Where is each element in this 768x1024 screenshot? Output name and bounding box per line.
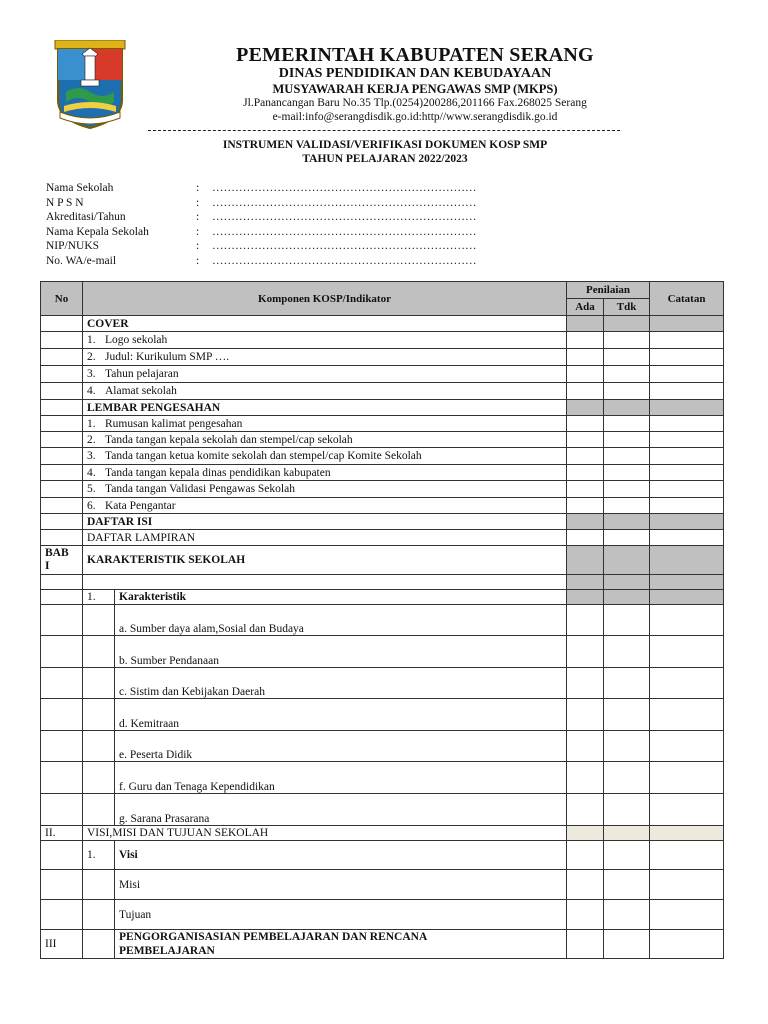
row-no [41, 530, 83, 546]
item-label: Alamat sekolah [105, 385, 177, 397]
ada-cell [567, 400, 604, 416]
header-komponen: Komponen KOSP/Indikator [83, 282, 567, 316]
ada-cell[interactable] [567, 366, 604, 383]
sub-number [83, 605, 115, 636]
tdk-cell[interactable] [604, 366, 650, 383]
indicator-misi: Misi [115, 870, 567, 900]
catatan-cell[interactable] [650, 481, 724, 498]
indicator [83, 366, 567, 383]
section-title: LEMBAR PENGESAHAN [83, 400, 567, 416]
ada-cell[interactable] [567, 762, 604, 794]
table-row [41, 636, 724, 668]
ada-cell[interactable] [567, 530, 604, 546]
ada-cell[interactable] [567, 699, 604, 731]
bab-number: III [41, 930, 83, 959]
item-number: 4. [87, 385, 96, 397]
table-row [41, 349, 724, 366]
catatan-cell[interactable] [650, 465, 724, 481]
subsection-row-karakteristik [41, 590, 724, 605]
info-blank[interactable]: …………………………………………………………… [212, 196, 477, 209]
table-row [41, 699, 724, 731]
catatan-cell[interactable] [650, 699, 724, 731]
section-row-cover [41, 316, 724, 332]
table-row [41, 448, 724, 465]
bab-number [41, 546, 83, 575]
info-label: NIP/NUKS [46, 240, 100, 252]
indicator-tujuan: Tujuan [115, 900, 567, 930]
section-row-bab-3 [41, 930, 724, 959]
table-row [41, 416, 724, 432]
row-no [41, 762, 83, 794]
ada-cell[interactable] [567, 465, 604, 481]
tdk-cell[interactable] [604, 383, 650, 400]
tdk-cell[interactable] [604, 349, 650, 366]
catatan-cell[interactable] [650, 731, 724, 762]
tdk-cell[interactable] [604, 465, 650, 481]
tdk-cell [604, 590, 650, 605]
info-blank[interactable]: …………………………………………………………… [212, 182, 477, 194]
tdk-cell[interactable] [604, 605, 650, 636]
item-label: Tahun pelajaran [105, 368, 179, 380]
ada-cell[interactable] [567, 900, 604, 930]
validation-table [40, 281, 724, 959]
sub-title: Karakteristik [115, 590, 567, 605]
info-colon: : [196, 182, 200, 194]
indicator: e. Peserta Didik [115, 731, 567, 762]
document-year: TAHUN PELAJARAN 2022/2023 [302, 153, 468, 165]
row-no [41, 349, 83, 366]
info-blank[interactable]: …………………………………………………………… [212, 240, 477, 252]
indicator [83, 575, 567, 590]
item-number: 4. [87, 466, 96, 479]
item-number: 3. [87, 450, 96, 462]
info-colon: : [196, 240, 200, 252]
info-colon: : [196, 254, 200, 267]
catatan-cell[interactable] [650, 349, 724, 366]
table-row [41, 870, 724, 900]
indicator [83, 383, 567, 400]
tdk-cell[interactable] [604, 668, 650, 699]
section-title: DAFTAR LAMPIRAN [83, 530, 567, 546]
ada-cell [567, 316, 604, 332]
table-row [41, 465, 724, 481]
info-label: Nama Kepala Sekolah [46, 225, 149, 238]
catatan-cell[interactable] [650, 530, 724, 546]
table-row [41, 794, 724, 826]
table-row [41, 605, 724, 636]
header-penilaian: Penilaian [567, 282, 650, 299]
info-blank[interactable]: …………………………………………………………… [212, 254, 477, 267]
tdk-cell[interactable] [604, 448, 650, 465]
row-no [41, 481, 83, 498]
sub-number: 1. [83, 590, 115, 605]
ada-cell[interactable] [567, 416, 604, 432]
header-catatan: Catatan [650, 282, 724, 316]
section-row-bab-2 [41, 826, 724, 841]
section-title: DAFTAR ISI [83, 514, 567, 530]
table-row [41, 481, 724, 498]
sub-number [83, 699, 115, 731]
row-no [41, 590, 83, 605]
indicator-visi: Visi [115, 841, 567, 870]
info-blank[interactable]: …………………………………………………………… [212, 225, 477, 238]
row-no [41, 383, 83, 400]
bab-number: II. [41, 826, 83, 841]
tdk-cell [604, 514, 650, 530]
header-ada: Ada [567, 299, 604, 316]
table-row [41, 332, 724, 349]
item-number: 2. [87, 351, 96, 363]
row-no [41, 448, 83, 465]
bab-label: BAB [45, 547, 69, 559]
header-no: No [41, 282, 83, 316]
kabupaten-serang-logo [54, 40, 126, 130]
row-no [41, 432, 83, 448]
item-label: Tanda tangan kepala sekolah dan stempel/cap sekolah [105, 433, 353, 446]
item-label: Rumusan kalimat pengesahan [105, 417, 243, 430]
catatan-cell [650, 514, 724, 530]
ada-cell[interactable] [567, 731, 604, 762]
catatan-cell[interactable] [650, 870, 724, 900]
tdk-cell[interactable] [604, 841, 650, 870]
tdk-cell[interactable] [604, 432, 650, 448]
department-name: DINAS PENDIDIKAN DAN KEBUDAYAAN [278, 66, 552, 81]
catatan-cell[interactable] [650, 605, 724, 636]
catatan-cell[interactable] [650, 366, 724, 383]
row-no [41, 731, 83, 762]
indicator [83, 349, 567, 366]
tdk-cell [604, 400, 650, 416]
ada-cell[interactable] [567, 498, 604, 514]
tdk-cell[interactable] [604, 762, 650, 794]
item-label: Tanda tangan kepala dinas pendidikan kabupaten [105, 466, 331, 479]
table-row [41, 668, 724, 699]
header-tdk: Tdk [604, 299, 650, 316]
catatan-cell [650, 590, 724, 605]
catatan-cell[interactable] [650, 383, 724, 400]
document-title: INSTRUMEN VALIDASI/VERIFIKASI DOKUMEN KOSP SMP [222, 139, 548, 151]
tdk-cell [604, 546, 650, 575]
ada-cell [567, 590, 604, 605]
row-no [41, 400, 83, 416]
table-row [41, 731, 724, 762]
info-colon: : [196, 196, 200, 209]
catatan-cell [650, 316, 724, 332]
info-label: Nama Sekolah [46, 182, 114, 194]
table-row [41, 841, 724, 870]
item-number: 6. [87, 499, 96, 512]
tdk-cell[interactable] [604, 930, 650, 959]
tdk-cell [604, 575, 650, 590]
sub-number [83, 900, 115, 930]
sub-number [83, 930, 115, 959]
indicator: c. Sistim dan Kebijakan Daerah [115, 668, 567, 699]
catatan-cell[interactable] [650, 794, 724, 826]
ada-cell[interactable] [567, 481, 604, 498]
row-no [41, 416, 83, 432]
info-label: Akreditasi/Tahun [46, 211, 126, 223]
ada-cell[interactable] [567, 930, 604, 959]
section-title: KARAKTERISTIK SEKOLAH [83, 546, 567, 575]
tdk-cell[interactable] [604, 332, 650, 349]
row-no [41, 366, 83, 383]
indicator [83, 481, 567, 498]
ada-cell[interactable] [567, 332, 604, 349]
catatan-cell[interactable] [650, 332, 724, 349]
section-title [115, 930, 567, 959]
ada-cell [567, 546, 604, 575]
bab-roman: I [45, 560, 50, 572]
spacer-row [41, 575, 724, 590]
tdk-cell[interactable] [604, 870, 650, 900]
item-number: 1. [87, 334, 96, 346]
ada-cell[interactable] [567, 870, 604, 900]
sub-number [83, 794, 115, 826]
catatan-cell[interactable] [650, 900, 724, 930]
tdk-cell[interactable] [604, 481, 650, 498]
header-divider [148, 130, 620, 131]
catatan-cell[interactable] [650, 636, 724, 668]
item-number: 2. [87, 433, 96, 446]
item-label: Logo sekolah [105, 334, 168, 346]
tdk-cell[interactable] [604, 498, 650, 514]
row-no [41, 605, 83, 636]
table-row [41, 900, 724, 930]
row-no [41, 332, 83, 349]
indicator: d. Kemitraan [115, 699, 567, 731]
tdk-cell[interactable] [604, 900, 650, 930]
catatan-cell[interactable] [650, 762, 724, 794]
row-no [41, 575, 83, 590]
row-no [41, 870, 83, 900]
info-colon: : [196, 225, 200, 238]
indicator [83, 448, 567, 465]
section-title: VISI,MISI DAN TUJUAN SEKOLAH [83, 826, 567, 841]
catatan-cell [650, 546, 724, 575]
address-line: Jl.Panancangan Baru No.35 Tlp.(0254)200286,201166 Fax.268025 Serang [243, 97, 587, 109]
ada-cell[interactable] [567, 383, 604, 400]
sub-number [83, 636, 115, 668]
section-title: COVER [83, 316, 567, 332]
row-no [41, 636, 83, 668]
indicator: b. Sumber Pendanaan [115, 636, 567, 668]
section-row-pengesahan [41, 400, 724, 416]
item-number: 1. [87, 417, 96, 430]
tdk-cell[interactable] [604, 530, 650, 546]
item-label: Tanda tangan Validasi Pengawas Sekolah [105, 483, 295, 495]
ada-cell[interactable] [567, 668, 604, 699]
row-no [41, 841, 83, 870]
item-label: Judul: Kurikulum SMP …. [105, 351, 230, 363]
ada-cell [567, 826, 604, 841]
section-row-daftar-isi [41, 514, 724, 530]
tdk-cell[interactable] [604, 731, 650, 762]
ada-cell[interactable] [567, 636, 604, 668]
tdk-cell[interactable] [604, 794, 650, 826]
indicator: f. Guru dan Tenaga Kependidikan [115, 762, 567, 794]
indicator: a. Sumber daya alam,Sosial dan Budaya [115, 605, 567, 636]
ada-cell[interactable] [567, 794, 604, 826]
row-no [41, 316, 83, 332]
indicator [83, 498, 567, 514]
sub-number [83, 762, 115, 794]
catatan-cell[interactable] [650, 448, 724, 465]
indicator [83, 465, 567, 481]
table-row [41, 762, 724, 794]
item-label: Tanda tangan ketua komite sekolah dan stempel/cap Komite Sekolah [105, 450, 422, 462]
catatan-cell [650, 575, 724, 590]
tdk-cell[interactable] [604, 699, 650, 731]
ada-cell[interactable] [567, 448, 604, 465]
mkps-name: MUSYAWARAH KERJA PENGAWAS SMP (MKPS) [272, 82, 558, 96]
catatan-cell [650, 400, 724, 416]
info-label: N P S N [46, 196, 84, 209]
item-number: 3. [87, 368, 96, 380]
sub-number [83, 870, 115, 900]
item-label: Kata Pengantar [105, 499, 176, 512]
row-no [41, 900, 83, 930]
catatan-cell[interactable] [650, 668, 724, 699]
section-row-daftar-lampiran [41, 530, 724, 546]
info-label: No. WA/e-mail [46, 254, 117, 267]
indicator [83, 416, 567, 432]
catatan-cell[interactable] [650, 416, 724, 432]
table-row [41, 366, 724, 383]
ada-cell [567, 514, 604, 530]
row-no [41, 514, 83, 530]
section-title-line: PEMBELAJARAN [119, 945, 215, 957]
ada-cell[interactable] [567, 432, 604, 448]
section-title-line: PENGORGANISASIAN PEMBELAJARAN DAN RENCANA [119, 931, 428, 943]
government-title: PEMERINTAH KABUPATEN SERANG [236, 44, 594, 66]
indicator [83, 432, 567, 448]
contact-line: e-mail:info@serangdisdik.go.id:http//www.serangdisdik.go.id [272, 111, 558, 123]
indicator [83, 332, 567, 349]
indicator: g. Sarana Prasarana [115, 794, 567, 826]
tdk-cell[interactable] [604, 636, 650, 668]
sub-number [83, 731, 115, 762]
info-blank[interactable]: …………………………………………………………… [212, 211, 477, 223]
info-colon: : [196, 211, 200, 223]
row-no [41, 794, 83, 826]
row-no [41, 498, 83, 514]
tdk-cell [604, 826, 650, 841]
catatan-cell[interactable] [650, 498, 724, 514]
row-no [41, 465, 83, 481]
row-no [41, 668, 83, 699]
table-row [41, 383, 724, 400]
tdk-cell [604, 316, 650, 332]
tdk-cell[interactable] [604, 416, 650, 432]
ada-cell[interactable] [567, 605, 604, 636]
sub-number: 1. [83, 841, 115, 870]
item-number: 5. [87, 483, 96, 495]
table-row [41, 498, 724, 514]
ada-cell [567, 575, 604, 590]
table-header-row [41, 282, 724, 299]
ada-cell[interactable] [567, 841, 604, 870]
sub-number [83, 668, 115, 699]
catatan-cell[interactable] [650, 841, 724, 870]
catatan-cell[interactable] [650, 432, 724, 448]
section-row-bab-1 [41, 546, 724, 575]
row-no [41, 699, 83, 731]
table-row [41, 432, 724, 448]
ada-cell[interactable] [567, 349, 604, 366]
catatan-cell[interactable] [650, 930, 724, 959]
catatan-cell [650, 826, 724, 841]
